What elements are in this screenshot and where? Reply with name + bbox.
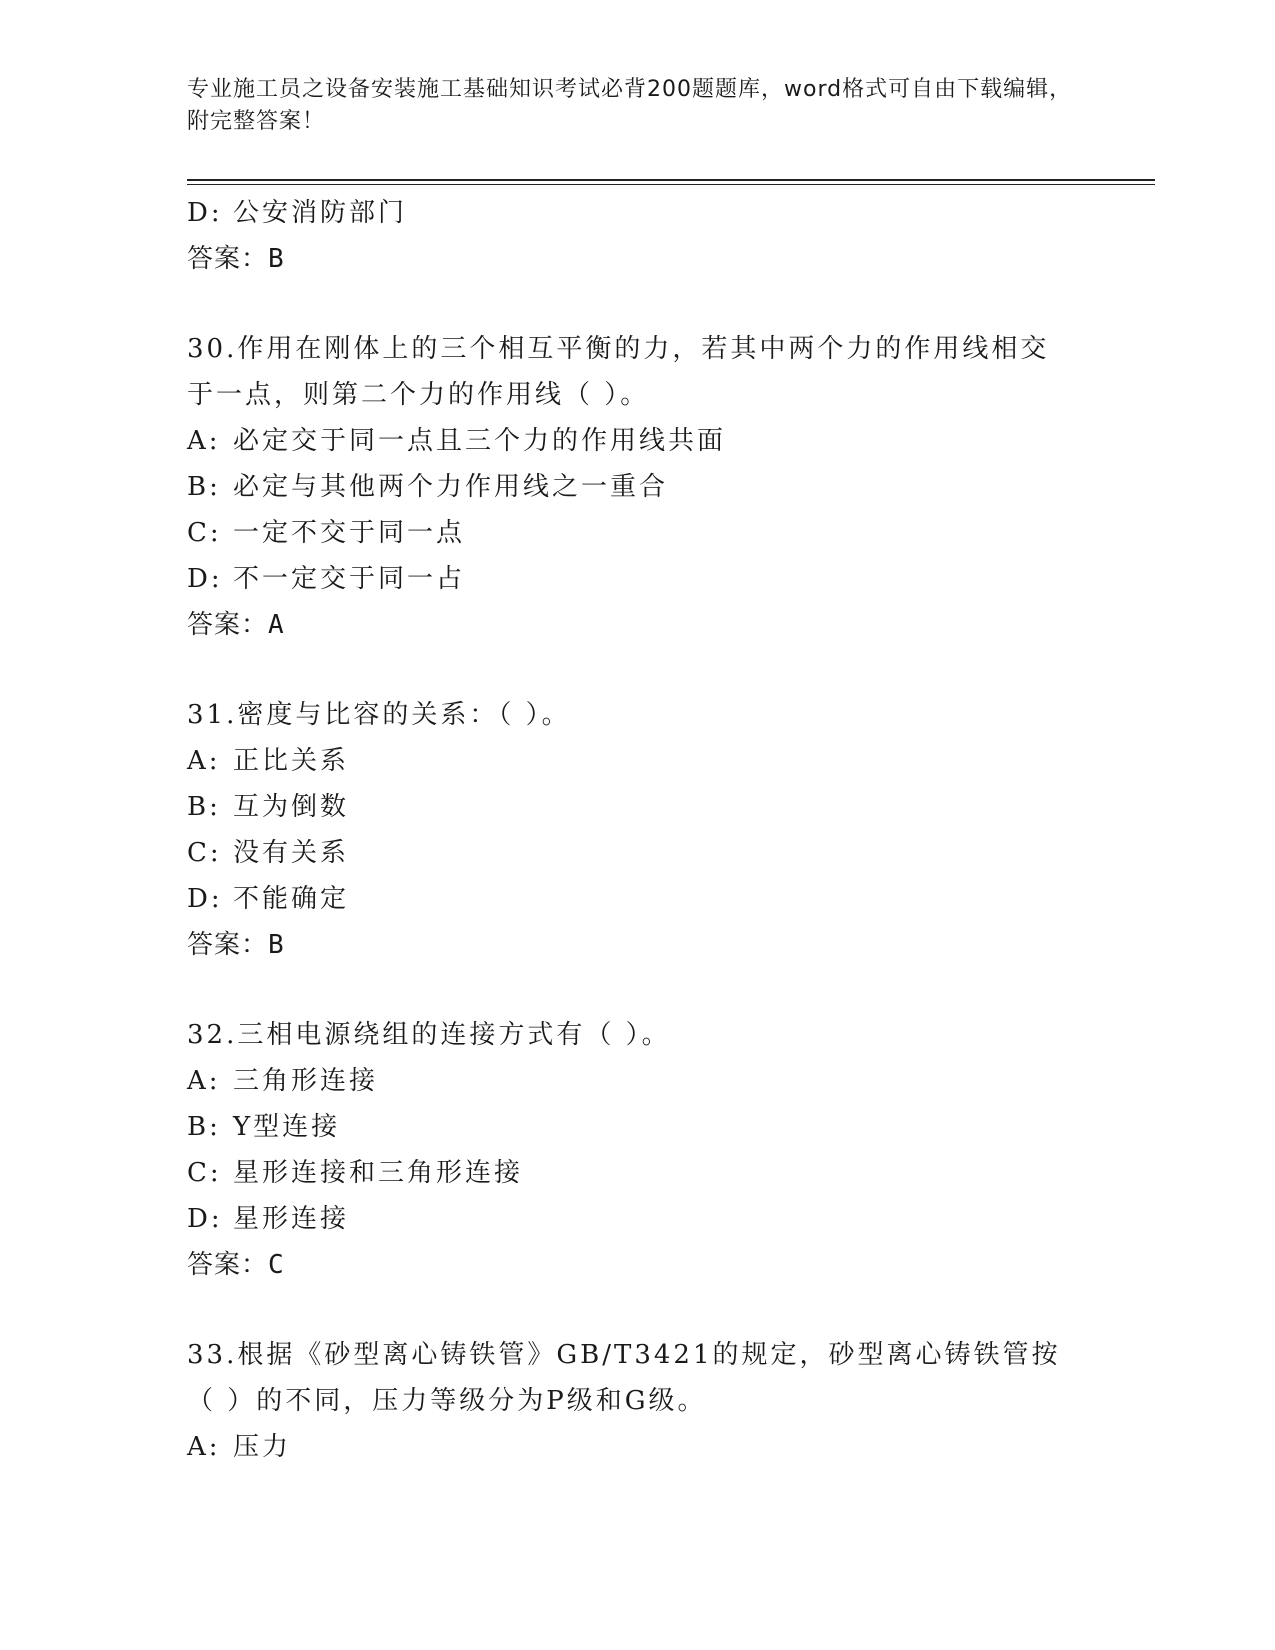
option-text: Y型连接 [233,1112,341,1142]
option-letter: D: [187,884,223,914]
answer-label: 答案： [187,610,269,640]
option-line [187,510,1087,556]
option-letter: B: [187,792,221,822]
option-text: 不一定交于同一占 [233,564,466,594]
header-rule-thick [187,179,1155,181]
question-text: 31.密度与比容的关系：（ ）。 [187,700,571,730]
option-line [187,1424,1087,1470]
option-line [187,784,1087,830]
option-text: 公安消防部门 [233,198,408,228]
option-line [187,1150,1087,1196]
answer-line [187,236,1087,282]
answer-line [187,1242,1087,1288]
question-text: 30.作用在刚体上的三个相互平衡的力，若其中两个力的作用线相交于一点，则第二个力的作用线（ ）。 [187,334,1050,410]
question-text: 32.三相电源绕组的连接方式有（ ）。 [187,1020,671,1050]
option-text: 必定交于同一点且三个力的作用线共面 [233,426,727,456]
option-line [187,190,1087,236]
option-line [187,1196,1087,1242]
option-letter: A: [187,1066,221,1096]
option-line [187,464,1087,510]
header-rule-thin [187,184,1155,185]
option-letter: D: [187,1204,223,1234]
option-text: 正比关系 [233,746,350,776]
option-text: 互为倒数 [233,792,350,822]
option-text: 不能确定 [233,884,350,914]
document-title: 专业施工员之设备安装施工基础知识考试必背200题题库，word格式可自由下载编辑，附完整答案！ [187,77,1073,134]
option-letter: D: [187,564,223,594]
answer-value: B [268,930,285,960]
option-letter: C: [187,838,222,868]
option-text: 没有关系 [233,838,350,868]
answer-value: B [268,244,285,274]
option-letter: D: [187,198,223,228]
document-body [187,190,1087,1470]
answer-value: A [268,610,285,640]
option-text: 压力 [233,1432,292,1462]
answer-line [187,922,1087,968]
option-letter: A: [187,426,221,456]
answer-value: C [268,1250,285,1280]
option-line [187,1104,1087,1150]
option-line [187,418,1087,464]
answer-label: 答案： [187,930,269,960]
option-line [187,556,1087,602]
option-text: 必定与其他两个力作用线之一重合 [233,472,669,502]
option-line [187,876,1087,922]
option-text: 一定不交于同一点 [233,518,466,548]
option-letter: A: [187,746,221,776]
answer-line [187,602,1087,648]
option-text: 星形连接和三角形连接 [233,1158,524,1188]
option-letter: B: [187,472,221,502]
answer-label: 答案： [187,1250,269,1280]
option-letter: C: [187,518,222,548]
option-letter: A: [187,1432,221,1462]
option-letter: C: [187,1158,222,1188]
option-text: 星形连接 [233,1204,350,1234]
option-line [187,738,1087,784]
answer-label: 答案： [187,244,269,274]
option-line [187,1058,1087,1104]
option-line [187,830,1087,876]
question-text: 33.根据《砂型离心铸铁管》GB/T3421的规定，砂型离心铸铁管按（ ）的不同，压力等级分为P级和G级。 [187,1340,1061,1416]
option-text: 三角形连接 [233,1066,379,1096]
option-letter: B: [187,1112,221,1142]
